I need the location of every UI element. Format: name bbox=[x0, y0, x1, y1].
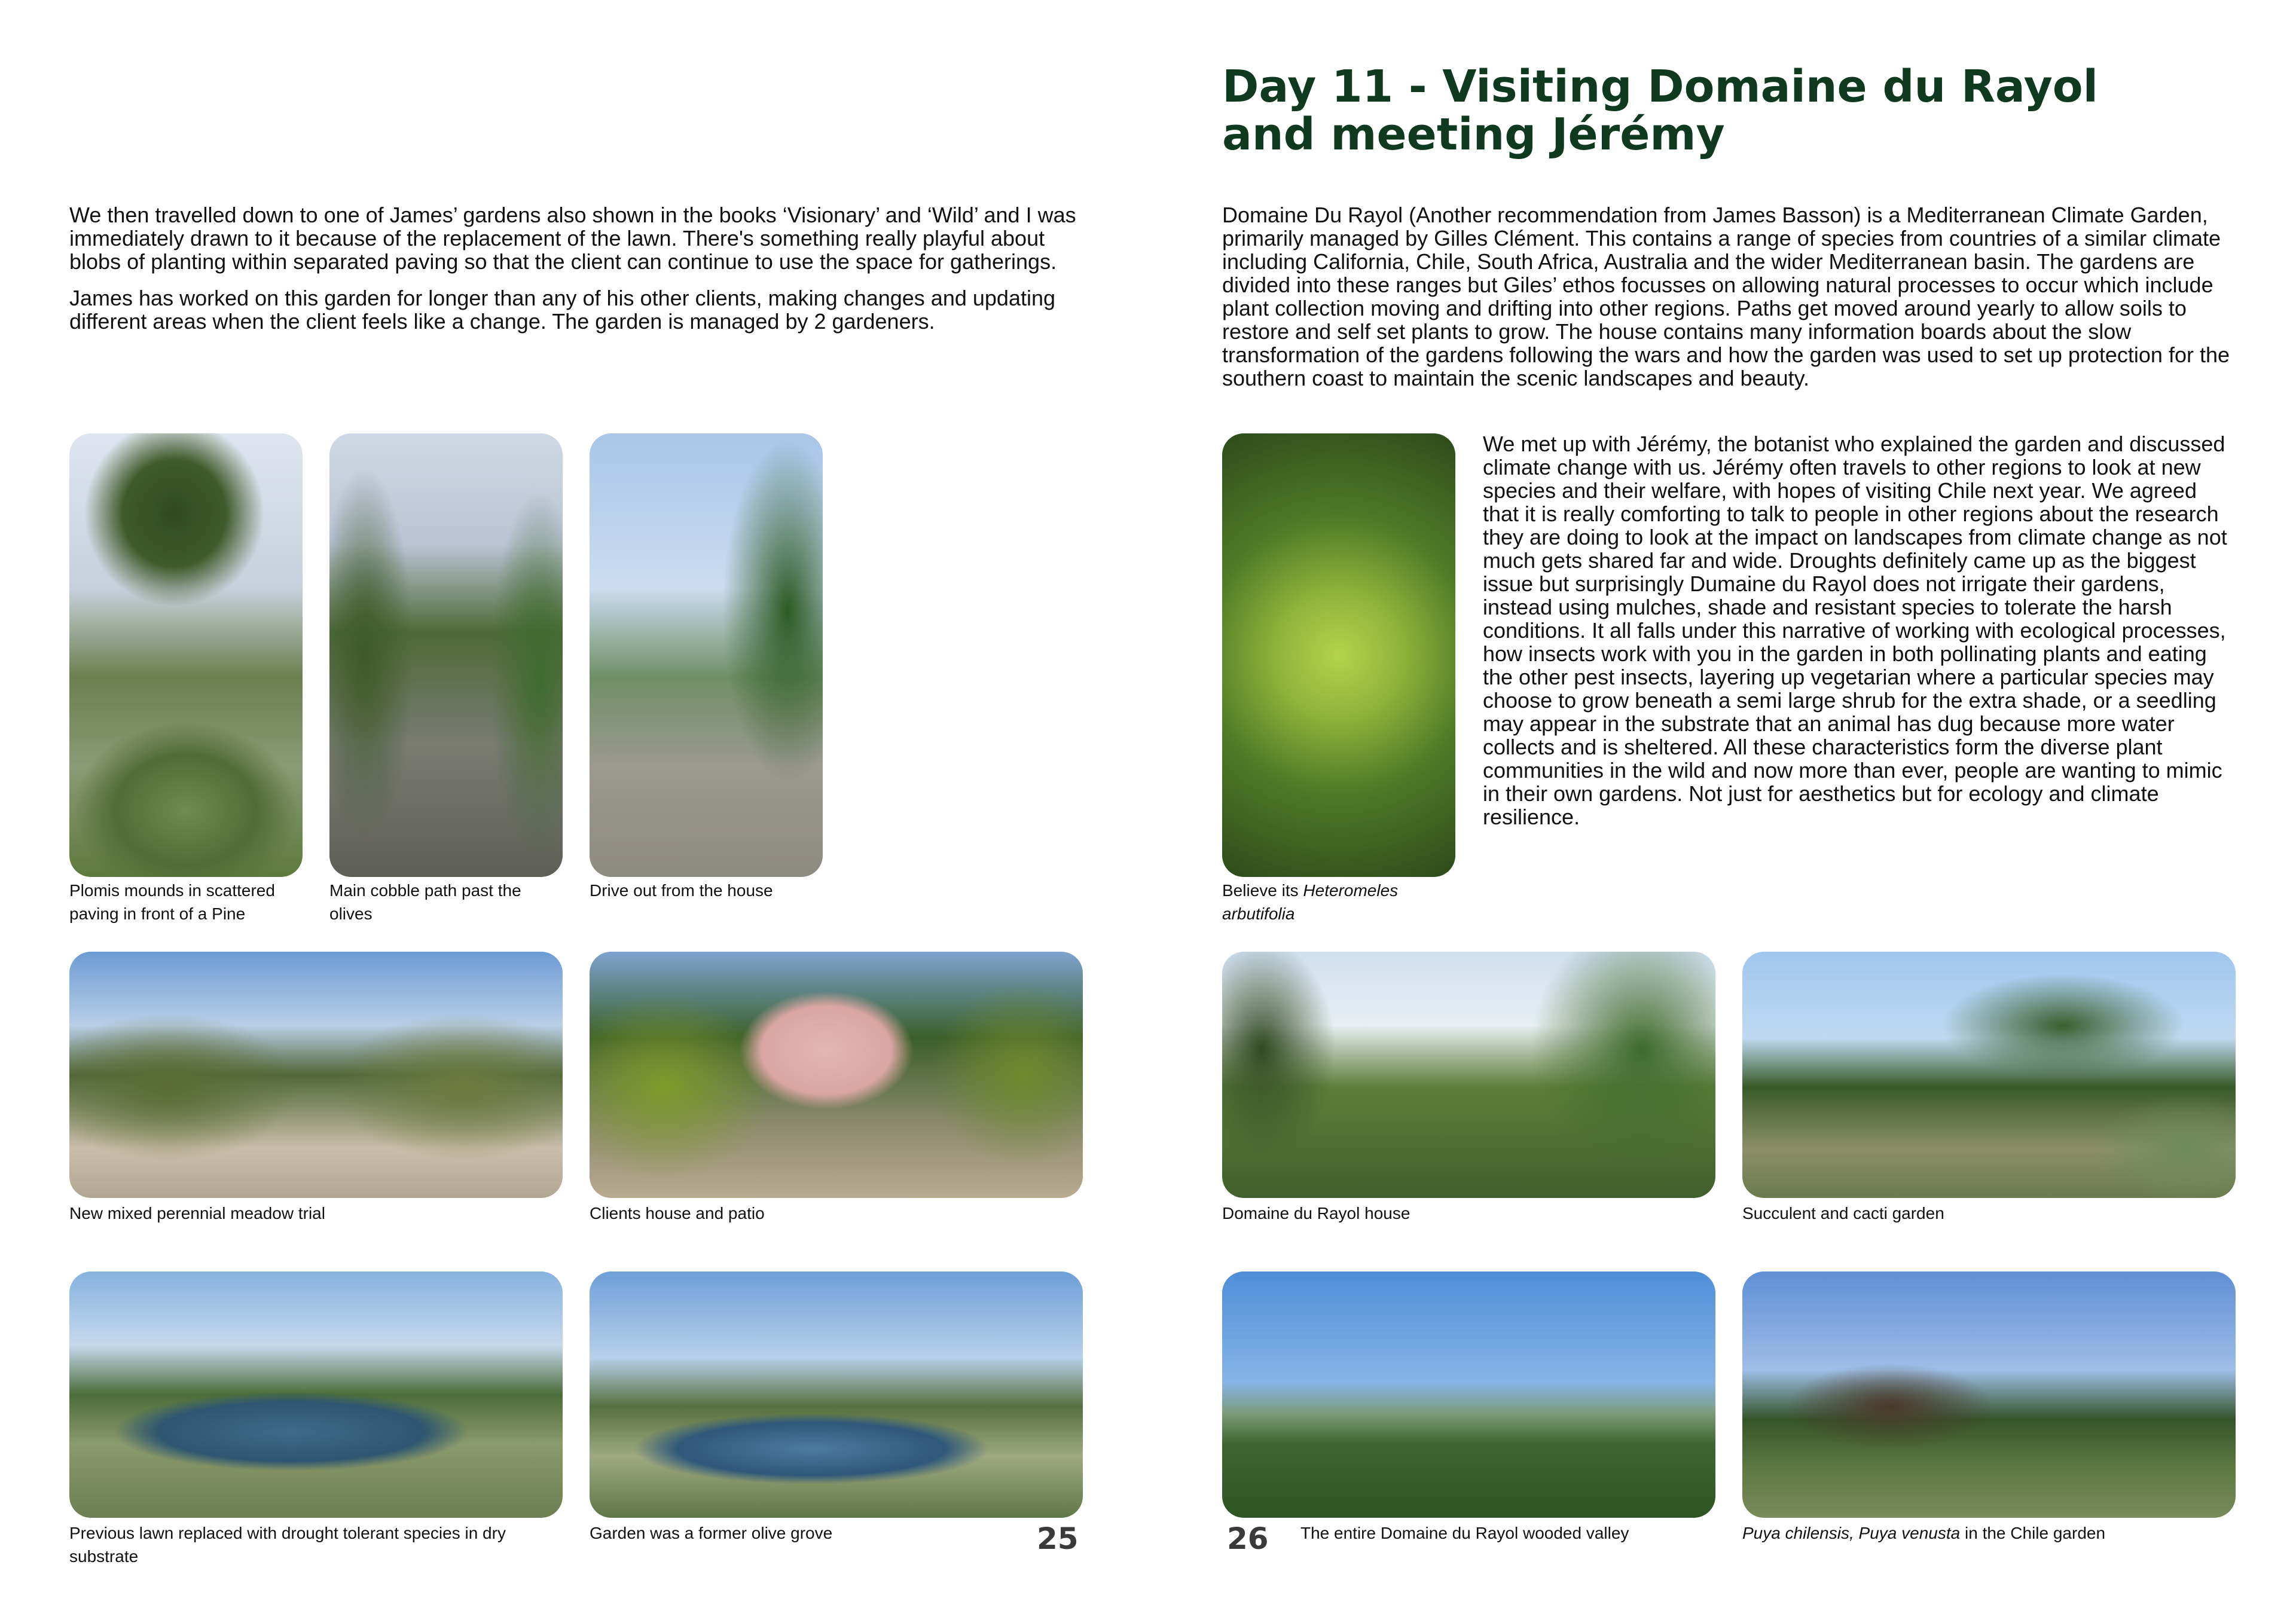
photo-phlomis-pine bbox=[69, 433, 303, 877]
photo-previous-lawn bbox=[69, 1271, 563, 1518]
right-page bbox=[1148, 0, 2296, 1623]
caption-heteromeles-prefix: Believe its bbox=[1222, 881, 1303, 900]
caption-meadow: New mixed perennial meadow trial bbox=[69, 1204, 325, 1222]
photo-rayol-house bbox=[1222, 952, 1715, 1198]
caption-phlomis-pine: Plomis mounds in scattered paving in front of a Pine bbox=[69, 881, 275, 923]
left-paragraph-1: We then travelled down to one of James’ gardens also shown in the books ‘Visionary’ and ‘Wild’ and I was immediately drawn to it because of the replacement of the lawn. There's something really playful about blobs of planting within separated paving so that the client can continue to use the space for gatherings. bbox=[69, 203, 1076, 274]
caption-rayol-house: Domaine du Rayol house bbox=[1222, 1204, 1410, 1222]
caption-cobble-path: Main cobble path past the olives bbox=[329, 881, 521, 923]
photo-cobble-path bbox=[329, 433, 563, 877]
caption-wooded-valley: The entire Domaine du Rayol wooded valley bbox=[1300, 1524, 1629, 1542]
photo-wooded-valley bbox=[1222, 1271, 1715, 1518]
caption-puya-species: Puya chilensis, Puya venusta bbox=[1742, 1524, 1961, 1542]
caption-puya-suffix: in the Chile garden bbox=[1960, 1524, 2106, 1542]
meeting-text bbox=[1483, 432, 2237, 842]
right-intro-text bbox=[1222, 203, 2239, 403]
caption-previous-lawn: Previous lawn replaced with drought tolerant species in dry substrate bbox=[69, 1524, 506, 1566]
photo-heteromeles bbox=[1222, 433, 1455, 877]
caption-cacti-garden: Succulent and cacti garden bbox=[1742, 1204, 1944, 1222]
page-number-26: 26 bbox=[1227, 1521, 1269, 1556]
photo-puya bbox=[1742, 1271, 2236, 1518]
meeting-paragraph: We met up with Jérémy, the botanist who explained the garden and discussed climate change with us. Jérémy often travels to other regions to look at new species and their welfare, with hopes of visiting Chile next year. We agreed that it is really comforting to talk to people in other regions about the research they are doing to look at the impact on landscapes from climate change as not much gets shared far and wide. Droughts definitely came up as the biggest issue but surprisingly Dumaine du Rayol does not irrigate their gardens, instead using mulches, shade and resistant species to tolerate the harsh conditions. It all falls under this narrative of working with ecological processes, how insects work with you in the garden in both pollinating plants and eating the other pest insects, layering up vegetarian where a particular species may choose to grow beneath a semi large shrub for the extra shade, or a seedling may appear in the substrate that an animal has dug because more water collects and is sheltered. All these characteristics form the diverse plant communities in the wild and now more than ever, people are wanting to mimic in their own gardens. Not just for aesthetics but for ecology and climate resilience. bbox=[1483, 432, 2227, 829]
left-body-text bbox=[69, 203, 1086, 346]
photo-clients-house bbox=[590, 952, 1083, 1198]
photo-olive-grove bbox=[590, 1271, 1083, 1518]
caption-olive-grove: Garden was a former olive grove bbox=[590, 1524, 833, 1542]
intro-paragraph: Domaine Du Rayol (Another recommendation from James Basson) is a Mediterranean Climate Garden, primarily managed by Gilles Clément. This contains a range of species from countries of a similar climate including California, Chile, South Africa, Australia and the wider Mediterranean basin. The gardens are divided into these ranges but Giles’ ethos focusses on allowing natural processes to occur which include plant collection moving and drifting into other regions. Paths get moved around yearly to allow soils to restore and self set plants to grow. The house contains many information boards about the slow transformation of the gardens following the wars and how the garden was used to set up protection for the southern coast to maintain the scenic landscapes and beauty. bbox=[1222, 203, 2230, 390]
page-number-25: 25 bbox=[1037, 1521, 1079, 1556]
page-title: Day 11 - Visiting Domaine du Rayol and meeting Jérémy bbox=[1222, 61, 2099, 160]
left-paragraph-2: James has worked on this garden for longer than any of his other clients, making changes and updating different areas when the client feels like a change. The garden is managed by 2 gardeners. bbox=[69, 286, 1056, 334]
caption-puya bbox=[1742, 1521, 2236, 1545]
photo-drive bbox=[590, 433, 823, 877]
photo-meadow bbox=[69, 952, 563, 1198]
caption-heteromeles-species: Heteromeles arbutifolia bbox=[1222, 881, 1399, 923]
photo-cacti-garden bbox=[1742, 952, 2236, 1198]
caption-clients-house: Clients house and patio bbox=[590, 1204, 765, 1222]
caption-drive: Drive out from the house bbox=[590, 881, 773, 900]
caption-heteromeles bbox=[1222, 879, 1455, 925]
